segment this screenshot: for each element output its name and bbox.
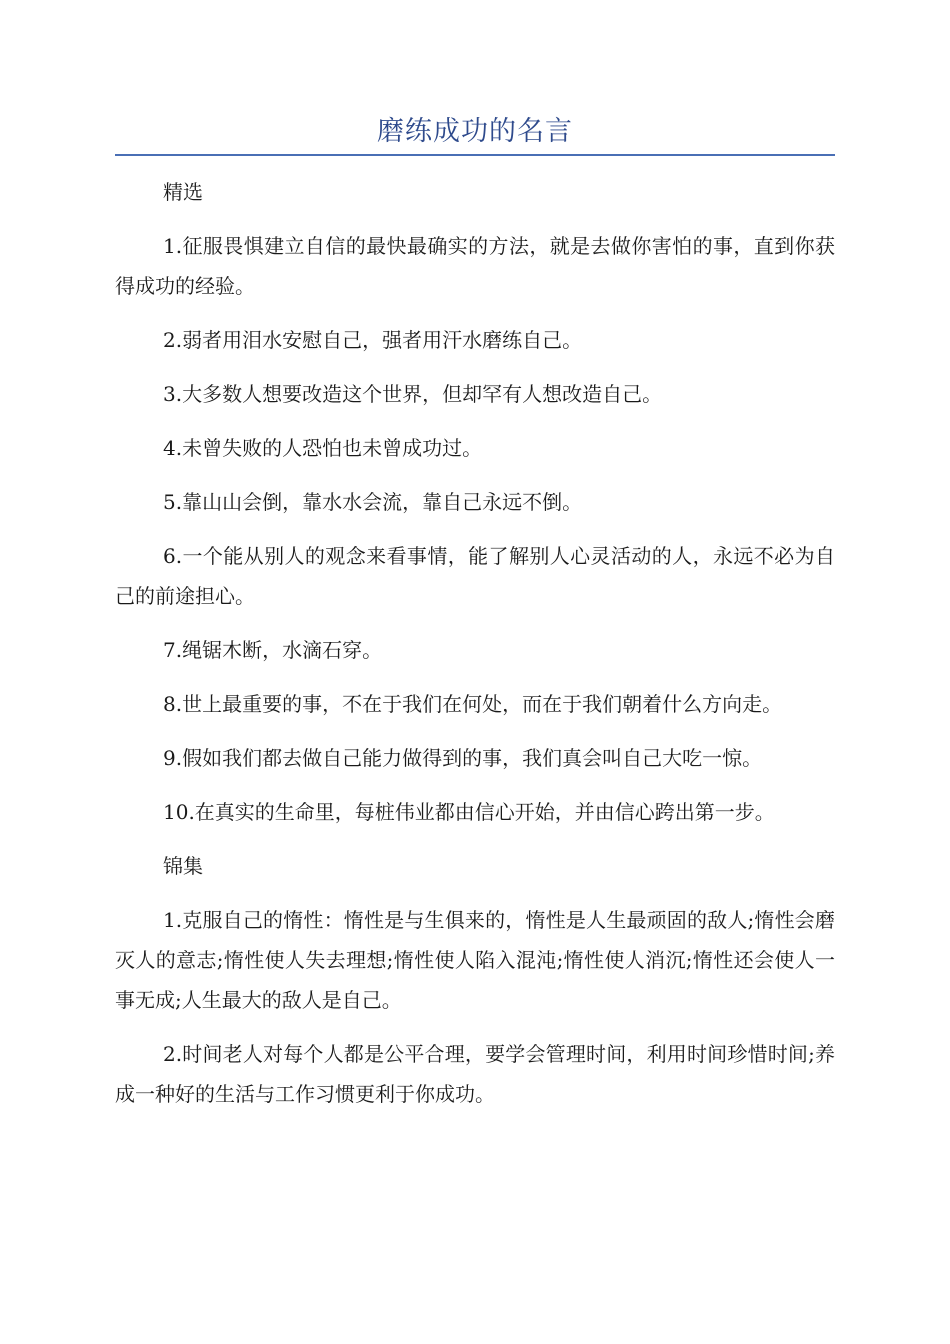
- quote-paragraph: 6.一个能从别人的观念来看事情，能了解别人心灵活动的人，永远不必为自己的前途担心。: [115, 544, 835, 608]
- section-label-selected: 精选: [163, 180, 203, 204]
- quote-paragraph: 4.未曾失败的人恐怕也未曾成功过。: [163, 436, 483, 460]
- quote-paragraph: 2.时间老人对每个人都是公平合理，要学会管理时间，利用时间珍惜时间;养成一种好的生活与工作习惯更利于你成功。: [115, 1042, 835, 1106]
- quote-paragraph: 8.世上最重要的事，不在于我们在何处，而在于我们朝着什么方向走。: [163, 692, 783, 716]
- quote-paragraph: 7.绳锯木断，水滴石穿。: [163, 638, 383, 662]
- section-label-collection: 锦集: [163, 854, 203, 878]
- quote-paragraph: 2.弱者用泪水安慰自己，强者用汗水磨练自己。: [163, 328, 583, 352]
- quote-paragraph: 10.在真实的生命里，每桩伟业都由信心开始，并由信心跨出第一步。: [163, 800, 775, 824]
- quote-paragraph: 3.大多数人想要改造这个世界，但却罕有人想改造自己。: [163, 382, 663, 406]
- title-underline: [115, 154, 835, 156]
- quote-paragraph: 5.靠山山会倒，靠水水会流，靠自己永远不倒。: [163, 490, 583, 514]
- document-title: 磨练成功的名言: [377, 116, 573, 147]
- document-body: [115, 172, 835, 1128]
- quote-paragraph: 1.克服自己的惰性：惰性是与生俱来的，惰性是人生最顽固的敌人;惰性会磨灭人的意志;惰性使人失去理想;惰性使人陷入混沌;惰性使人消沉;惰性还会使人一事无成;人生最大的敌人是自己。: [115, 908, 835, 1012]
- quote-paragraph: 1.征服畏惧建立自信的最快最确实的方法，就是去做你害怕的事，直到你获得成功的经验。: [115, 234, 835, 298]
- quote-paragraph: 9.假如我们都去做自己能力做得到的事，我们真会叫自己大吃一惊。: [163, 746, 763, 770]
